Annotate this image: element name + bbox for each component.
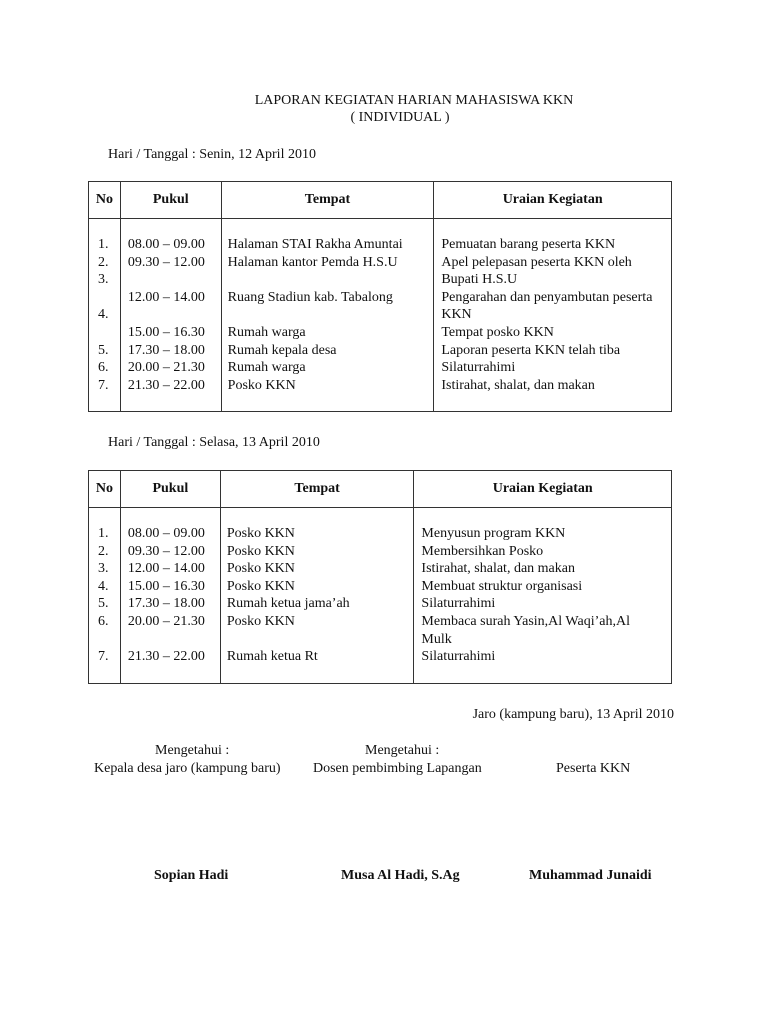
header-tempat: Tempat xyxy=(220,471,414,508)
row-pukul: 08.00 – 09.00 xyxy=(127,526,205,541)
row-pukul: 09.30 – 12.00 xyxy=(127,254,205,270)
row-no: 3. xyxy=(98,272,109,288)
table-header-row xyxy=(89,182,672,219)
row-uraian: Pemuatan barang peserta KKN xyxy=(441,237,616,252)
row-uraian: Silaturrahimi xyxy=(421,596,496,612)
row-no: 7. xyxy=(98,377,109,393)
table-body-row xyxy=(89,508,672,684)
activity-table-day1 xyxy=(88,181,672,412)
row-uraian: Silaturrahimi xyxy=(421,649,496,665)
row-pukul: 21.30 – 22.00 xyxy=(127,649,205,665)
row-no: 6. xyxy=(98,613,109,629)
column-no xyxy=(89,508,121,684)
row-uraian: Laporan peserta KKN telah tiba xyxy=(441,342,621,358)
row-tempat: Halaman STAI Rakha Amuntai xyxy=(227,237,403,252)
column-no xyxy=(89,219,121,412)
report-subtitle: ( INDIVIDUAL ) xyxy=(350,110,450,125)
row-tempat: Posko KKN xyxy=(226,578,295,594)
row-uraian: Menyusun program KKN xyxy=(421,526,566,541)
row-tempat: Posko KKN xyxy=(227,377,296,393)
kades-name: Sopian Hadi xyxy=(154,868,229,883)
column-tempat xyxy=(221,219,434,412)
row-uraian: Tempat posko KKN xyxy=(441,324,554,340)
row-uraian: Membersihkan Posko xyxy=(421,543,544,559)
column-tempat xyxy=(220,508,414,684)
row-no: 4. xyxy=(98,307,109,323)
activity-table-day2 xyxy=(88,470,672,684)
row-pukul: 08.00 – 09.00 xyxy=(127,237,205,252)
row-no: 5. xyxy=(98,342,109,358)
row-pukul: 17.30 – 18.00 xyxy=(127,342,205,358)
row-uraian: Apel pelepasan peserta KKN oleh Bupati H.S.U xyxy=(441,254,632,288)
row-no: 6. xyxy=(98,360,109,376)
row-pukul: 09.30 – 12.00 xyxy=(127,543,205,559)
header-no: No xyxy=(89,182,121,219)
kades-role: Kepala desa jaro (kampung baru) xyxy=(94,761,281,776)
row-no: 3. xyxy=(98,561,109,577)
row-tempat: Rumah ketua Rt xyxy=(226,649,318,665)
place-date: Jaro (kampung baru), 13 April 2010 xyxy=(472,707,674,722)
header-pukul: Pukul xyxy=(120,471,220,508)
row-tempat: Posko KKN xyxy=(226,543,295,559)
row-tempat: Halaman kantor Pemda H.S.U xyxy=(227,254,398,270)
row-tempat: Rumah kepala desa xyxy=(227,342,337,358)
peserta-name: Muhammad Junaidi xyxy=(529,868,652,883)
row-no: 7. xyxy=(98,649,109,665)
header-uraian: Uraian Kegiatan xyxy=(434,182,672,219)
day1-date-label: Hari / Tanggal : Senin, 12 April 2010 xyxy=(108,147,316,162)
column-pukul xyxy=(120,508,220,684)
row-uraian: Membuat struktur organisasi xyxy=(421,578,583,594)
dosen-mengetahui: Mengetahui : xyxy=(365,743,440,758)
day2-date-label: Hari / Tanggal : Selasa, 13 April 2010 xyxy=(108,435,320,450)
row-tempat: Posko KKN xyxy=(226,613,295,629)
header-tempat: Tempat xyxy=(221,182,434,219)
row-no: 1. xyxy=(98,237,109,252)
header-no: No xyxy=(89,471,121,508)
row-pukul: 12.00 – 14.00 xyxy=(127,561,205,577)
row-no: 5. xyxy=(98,596,109,612)
row-uraian: Pengarahan dan penyambutan peserta KKN xyxy=(441,289,653,323)
peserta-role: Peserta KKN xyxy=(556,761,631,776)
row-no: 2. xyxy=(98,543,109,559)
row-tempat: Rumah ketua jama’ah xyxy=(226,596,350,612)
row-tempat: Posko KKN xyxy=(226,526,295,541)
row-tempat: Rumah warga xyxy=(227,360,306,376)
row-uraian: Membaca surah Yasin,Al Waqi’ah,Al Mulk xyxy=(421,613,630,647)
row-pukul: 12.00 – 14.00 xyxy=(127,289,205,305)
dosen-name: Musa Al Hadi, S.Ag xyxy=(341,868,460,883)
report-title: LAPORAN KEGIATAN HARIAN MAHASISWA KKN xyxy=(254,93,574,108)
row-pukul: 17.30 – 18.00 xyxy=(127,596,205,612)
row-uraian: Istirahat, shalat, dan makan xyxy=(421,561,575,577)
row-tempat: Posko KKN xyxy=(226,561,295,577)
kades-mengetahui: Mengetahui : xyxy=(155,743,230,758)
dosen-role: Dosen pembimbing Lapangan xyxy=(313,761,482,776)
row-no: 4. xyxy=(98,578,109,594)
header-uraian: Uraian Kegiatan xyxy=(414,471,672,508)
table-body-row xyxy=(89,219,672,412)
row-pukul: 20.00 – 21.30 xyxy=(127,613,205,629)
column-pukul xyxy=(120,219,221,412)
row-pukul: 21.30 – 22.00 xyxy=(127,377,205,393)
row-uraian: Istirahat, shalat, dan makan xyxy=(441,377,595,393)
column-uraian xyxy=(434,219,672,412)
row-no: 2. xyxy=(98,254,109,270)
row-uraian: Silaturrahimi xyxy=(441,360,516,376)
table-header-row xyxy=(89,471,672,508)
row-pukul: 20.00 – 21.30 xyxy=(127,360,205,376)
row-pukul: 15.00 – 16.30 xyxy=(127,324,205,340)
row-pukul: 15.00 – 16.30 xyxy=(127,578,205,594)
header-pukul: Pukul xyxy=(120,182,221,219)
row-no: 1. xyxy=(98,526,109,541)
column-uraian xyxy=(414,508,672,684)
row-tempat: Rumah warga xyxy=(227,324,306,340)
row-tempat: Ruang Stadiun kab. Tabalong xyxy=(227,289,393,305)
